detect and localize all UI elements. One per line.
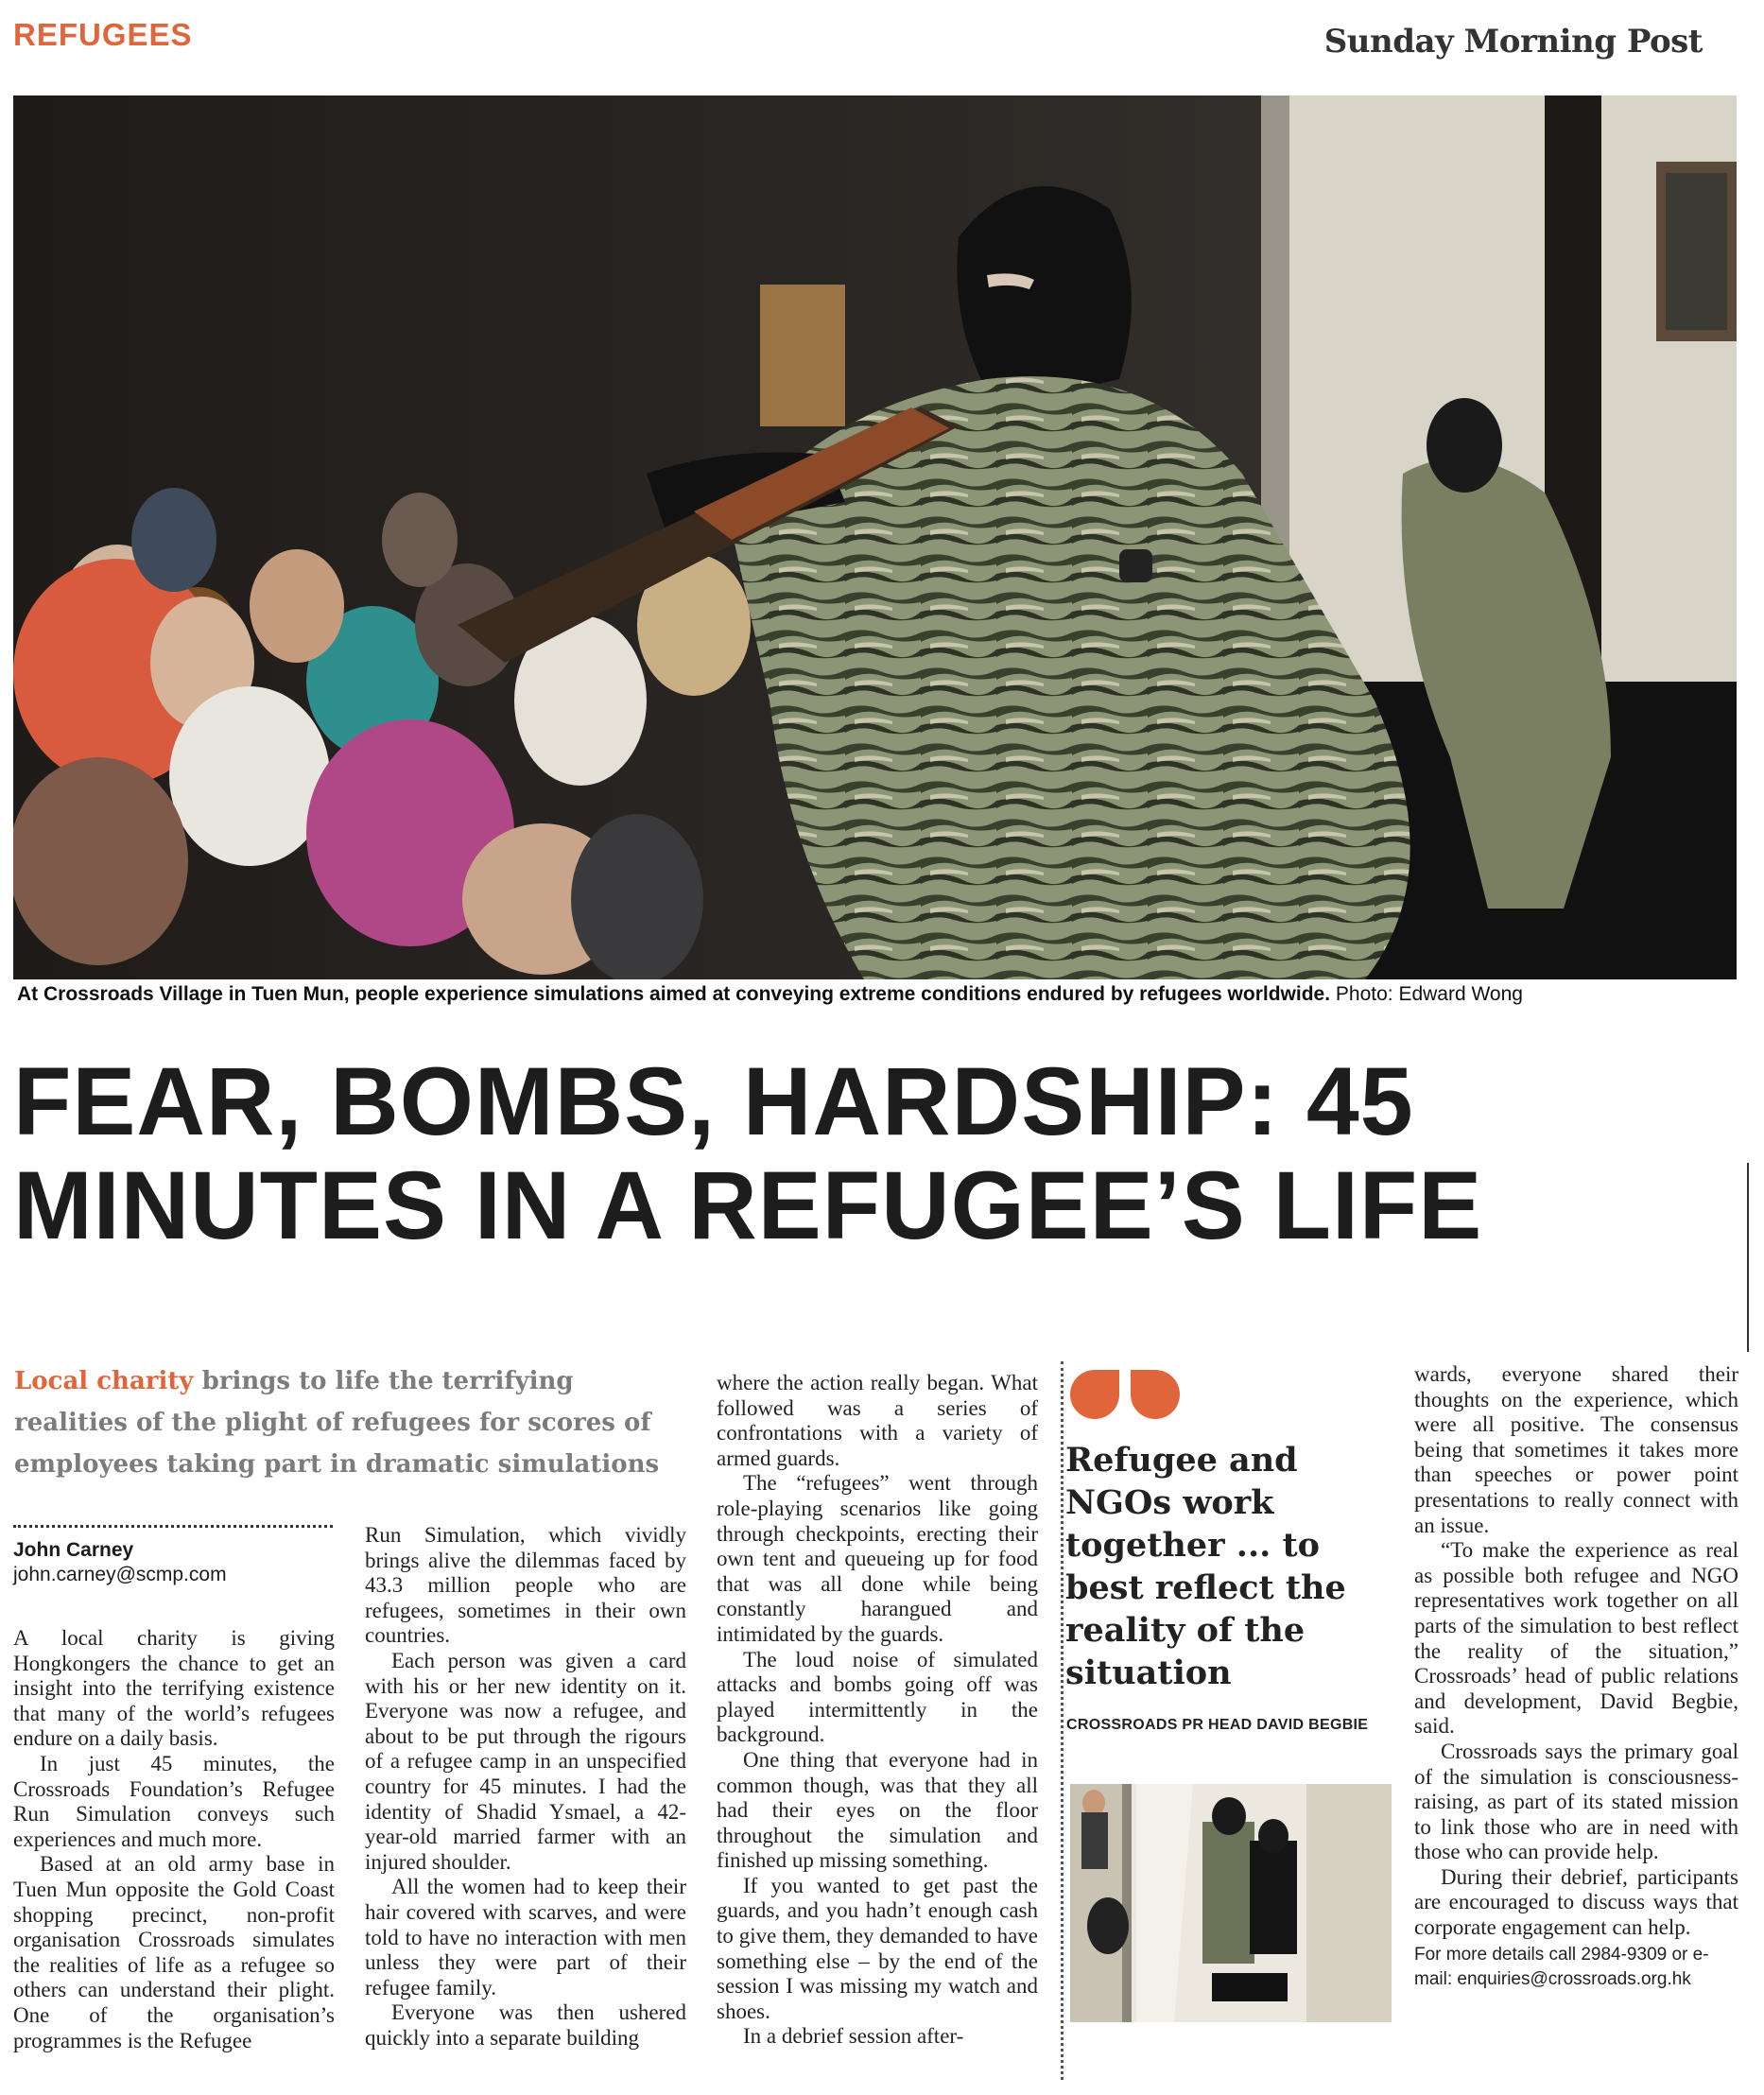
paragraph: Based at an old army base in Tuen Mun opposite the Gold Coast shopping precinct, non-profit organisation Crossroads simulates the realities of life as a refugee so others can understand their plight. One of the organisation’s programmes is the Refugee [13,1852,335,2052]
main-photo-illustration [13,95,1737,979]
body-column-5 [1414,1362,1738,1992]
paragraph: One thing that everyone had in common though, was that they all had their eyes on the floor throughout the simulation and finished up missing something. [717,1747,1038,1873]
column-divider [1061,1361,1064,2080]
paragraph: where the action really began. What followed was a series of confrontations with a variety of armed guards. [717,1371,1038,1470]
main-photo [13,95,1737,979]
body-column-2 [365,1523,686,2051]
body-column-3 [717,1371,1038,2050]
paragraph: All the women had to keep their hair covered with scarves, and were told to have no interaction with men unless they were part of their refugee family. [365,1875,686,2000]
paragraph: Everyone was then ushered quickly into a separate building [365,2000,686,2050]
pull-quote: Refugee and NGOs work together ... to best reflect the reality of the situation [1065,1441,1346,1692]
paragraph: wards, everyone shared their thoughts on the experience, which were all positive. The consensus being that sometimes it takes more than speeches or power point presentations to really connect with an issue. [1414,1362,1738,1537]
paragraph: Run Simulation, which vividly brings alive the dilemmas faced by 43.3 million people who are refugees, sometimes in their own countries. [365,1523,686,1648]
right-column-rule [1747,1163,1749,1352]
paragraph: The “refugees” went through role-playing scenarios like going through checkpoints, erecting their own tent and queueing up for food that was all done while being constantly harangued and intimidated by the guards. [717,1471,1038,1646]
paragraph: During their debrief, participants are encouraged to discuss ways that corporate engagement can help. [1414,1864,1738,1940]
headline [13,1049,1726,1257]
paragraph: In just 45 minutes, the Crossroads Foundation’s Refugee Run Simulation conveys such experiences and much more. [13,1751,335,1851]
newspaper-name: Sunday Morning Post [1323,23,1703,61]
standfirst-text: brings to life the terrifying realities of the plight of refugees for scores of employees taking part in dramatic simulations [14,1367,660,1479]
quote-mark-icon [1068,1366,1182,1428]
body-column-1 [13,1626,335,2053]
byline-name: John Carney [13,1539,134,1561]
paragraph: Crossroads says the primary goal of the simulation is consciousness-raising, as part of its stated mission to link those who are in need with those who can provide help. [1414,1739,1738,1864]
contact-info: For more details call 2984-9309 or e-mail: enquiries@crossroads.org.hk [1414,1944,1709,1989]
paragraph: “To make the experience as real as possible both refugee and NGO representatives work together on all parts of the simulation to best reflect the reality of the situation,” Crossroads’ head of public relations and development, David Begbie, said. [1414,1538,1738,1739]
pull-quote-attribution: CROSSROADS PR HEAD DAVID BEGBIE [1066,1717,1369,1733]
caption-text: At Crossroads Village in Tuen Mun, people experience simulations aimed at conveying extreme conditions endured by refugees worldwide. [17,983,1331,1005]
photo-caption [17,983,1523,1006]
headline-line-2: MINUTES IN A REFUGEE’S LIFE [13,1151,1483,1259]
paragraph: If you wanted to get past the guards, and you hadn’t enough cash to give them, they demanded to have something else – by the end of the session I was missing my watch and shoes. [717,1873,1038,2023]
paragraph: In a debrief session after- [743,2024,964,2049]
paragraph: A local charity is giving Hongkongers the chance to get an insight into the terrifying existence that many of the world’s refugees endure on a daily basis. [13,1626,335,1751]
photo-credit: Photo: Edward Wong [1335,983,1523,1005]
paragraph: Each person was given a card with his or her new identity on it. Everyone was now a refugee, and about to be put through the rigours of a refugee camp in an unspecified country for 45 minutes. I had the identity of Shadid Ysmael, a 42-year-old married farmer with an injured shoulder. [365,1648,686,1874]
standfirst-highlight: Local charity [14,1367,194,1395]
headline-line-1: FEAR, BOMBS, HARDSHIP: 45 [13,1048,1414,1155]
standfirst [14,1360,685,1485]
section-label: REFUGEES [13,17,193,52]
inset-photo [1070,1784,1392,2022]
byline-email[interactable]: john.carney@scmp.com [13,1564,227,1585]
byline-divider [13,1525,333,1528]
paragraph: The loud noise of simulated attacks and bombs going off was played intermittently in the background. [717,1647,1038,1747]
